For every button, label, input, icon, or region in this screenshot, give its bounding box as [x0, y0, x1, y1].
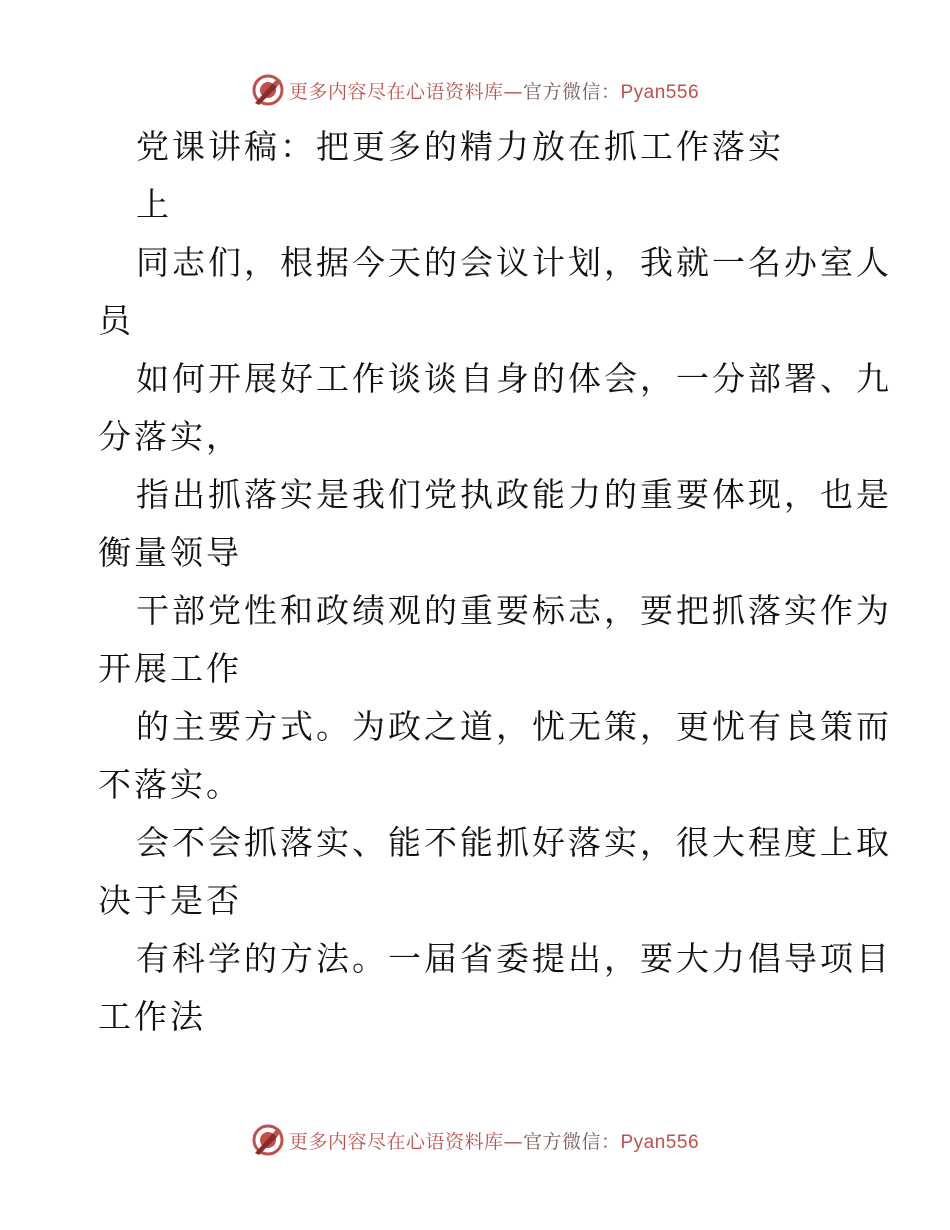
- paragraph-line: 干部党性和政绩观的重要标志，要把抓落实作为: [136, 591, 892, 630]
- paragraph-line: 有科学的方法。一届省委提出，要大力倡导项目: [136, 939, 892, 978]
- paragraph-line-cont: 分落实，: [98, 417, 242, 456]
- paragraph-line: 如何开展好工作谈谈自身的体会，一分部署、九: [136, 359, 892, 398]
- paragraph: [98, 466, 892, 582]
- header-watermark-banner: [0, 70, 950, 110]
- paragraph-line-cont: 决于是否: [98, 881, 242, 920]
- banner-slogan: 更多内容尽在心语资料库: [288, 80, 504, 103]
- banner-wechat-id: Pyan556: [620, 81, 700, 103]
- paragraph: [98, 234, 892, 350]
- banner-wechat-label: 官方微信：: [522, 1130, 621, 1153]
- paragraph-line-cont: 员: [98, 301, 134, 340]
- paragraph-line: 的主要方式。为政之道，忧无策，更忧有良策而: [136, 707, 892, 746]
- document-body: [98, 118, 892, 1046]
- paragraph-line: 指出抓落实是我们党执政能力的重要体现，也是: [136, 475, 892, 514]
- banner-slogan: 更多内容尽在心语资料库: [288, 1130, 504, 1153]
- banner-text: [289, 1127, 699, 1154]
- paragraph-line-cont: 上: [136, 185, 172, 224]
- banner-separator: —: [503, 1130, 523, 1153]
- banner-text: [289, 77, 699, 104]
- banner-wechat-id: Pyan556: [620, 1131, 700, 1153]
- paragraph-title: [98, 118, 858, 234]
- paragraph-line: 同志们，根据今天的会议计划，我就一名办室人: [136, 243, 892, 282]
- banner-wechat-label: 官方微信：: [522, 80, 621, 103]
- paragraph-line-cont: 工作法: [98, 997, 206, 1036]
- pen-logo-icon: [251, 73, 285, 107]
- footer-watermark-banner: [0, 1120, 950, 1160]
- paragraph: [98, 698, 892, 814]
- paragraph-line: 会不会抓落实、能不能抓好落实，很大程度上取: [136, 823, 892, 862]
- paragraph-line: 党课讲稿：把更多的精力放在抓工作落实: [136, 127, 784, 166]
- paragraph: [98, 582, 892, 698]
- banner-separator: —: [503, 80, 523, 103]
- paragraph: [98, 814, 892, 930]
- paragraph-line-cont: 衡量领导: [98, 533, 242, 572]
- paragraph-line-cont: 不落实。: [98, 765, 242, 804]
- paragraph-line-cont: 开展工作: [98, 649, 242, 688]
- paragraph: [98, 350, 892, 466]
- paragraph: [98, 930, 892, 1046]
- pen-logo-icon: [251, 1123, 285, 1157]
